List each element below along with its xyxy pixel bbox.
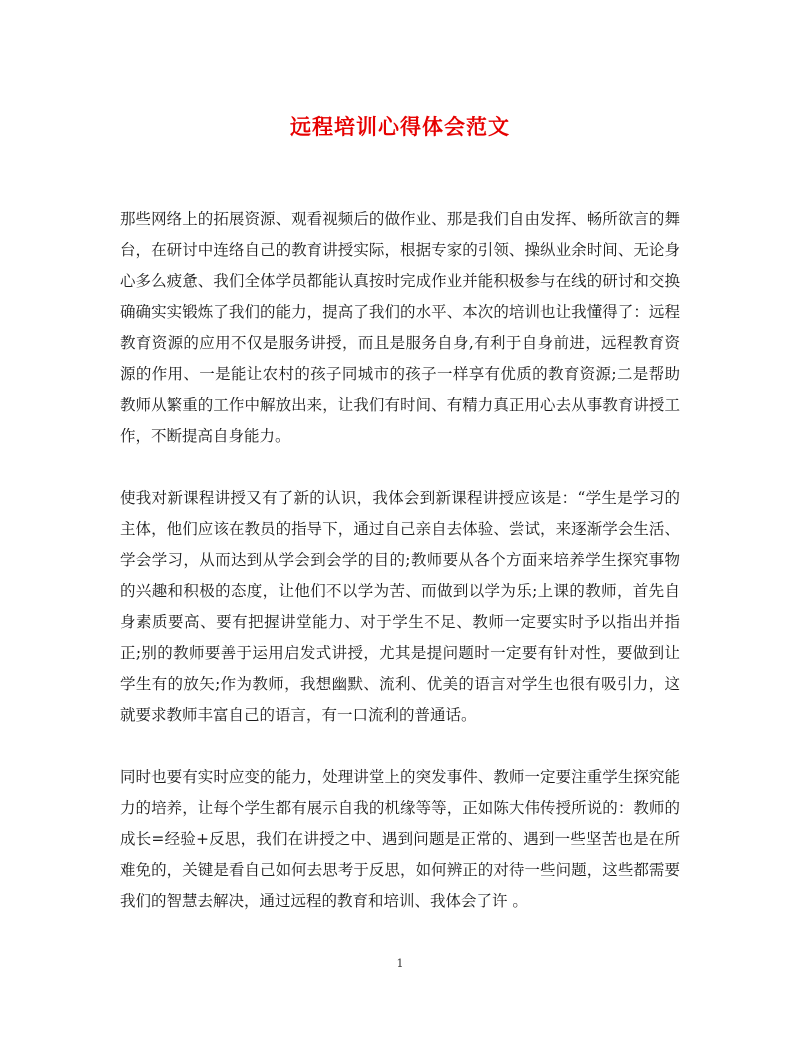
paragraph-2: 使我对新课程讲授又有了新的认识，我体会到新课程讲授应该是：“学生是学习的主体，他们应该在教员的指导下，通过自己亲自去体验、尝试，来逐渐学会生活、学会学习，从而达到从学会到会学的目的;教师要从各个方面来培养学生探究事物的兴趣和积极的态度，让他们不以学为苦、而做到以学为乐;上课的教师，首先自身素质要高、要有把握讲堂能力、对于学生不足、教师一定要实时予以指出并指正;别的教师要善于运用启发式讲授，尤其是提问题时一定要有针对性，要做到让学生有的放矢;作为教师，我想幽默、流利、优美的语言对学生也很有吸引力，这就要求教师丰富自己的语言，有一口流利的普通话。	[120, 489, 680, 724]
paragraph-1: 那些网络上的拓展资源、观看视频后的做作业、那是我们自由发挥、畅所欲言的舞台，在研讨中连络自己的教育讲授实际，根据专家的引领、操纵业余时间、无论身心多么疲惫、我们全体学员都能认真按时完成作业并能积极参与在线的研讨和交换确确实实锻炼了我们的能力，提高了我们的水平、本次的培训也让我懂得了：远程教育资源的应用不仅是服务讲授，而且是服务自身,有利于自身前进，远程教育资源的作用、一是能让农村的孩子同城市的孩子一样享有优质的教育资源;二是帮助教师从繁重的工作中解放出来，让我们有时间、有精力真正用心去从事教育讲授工作，不断提高自身能力。	[120, 210, 680, 445]
document-body	[120, 204, 680, 948]
paragraph-3: 同时也要有实时应变的能力，处理讲堂上的突发事件、教师一定要注重学生探究能力的培养，让每个学生都有展示自我的机缘等等，正如陈大伟传授所说的：教师的成长=经验+反思，我们在讲授之中、遇到问题是正常的、遇到一些坚苦也是在所难免的，关键是看自己如何去思考于反思，如何辨正的对待一些问题，这些都需要我们的智慧去解决，通过远程的教育和培训、我体会了许 。	[120, 768, 680, 910]
page-number: 1	[396, 957, 404, 970]
document-title: 远程培训心得体会范文	[290, 114, 510, 139]
